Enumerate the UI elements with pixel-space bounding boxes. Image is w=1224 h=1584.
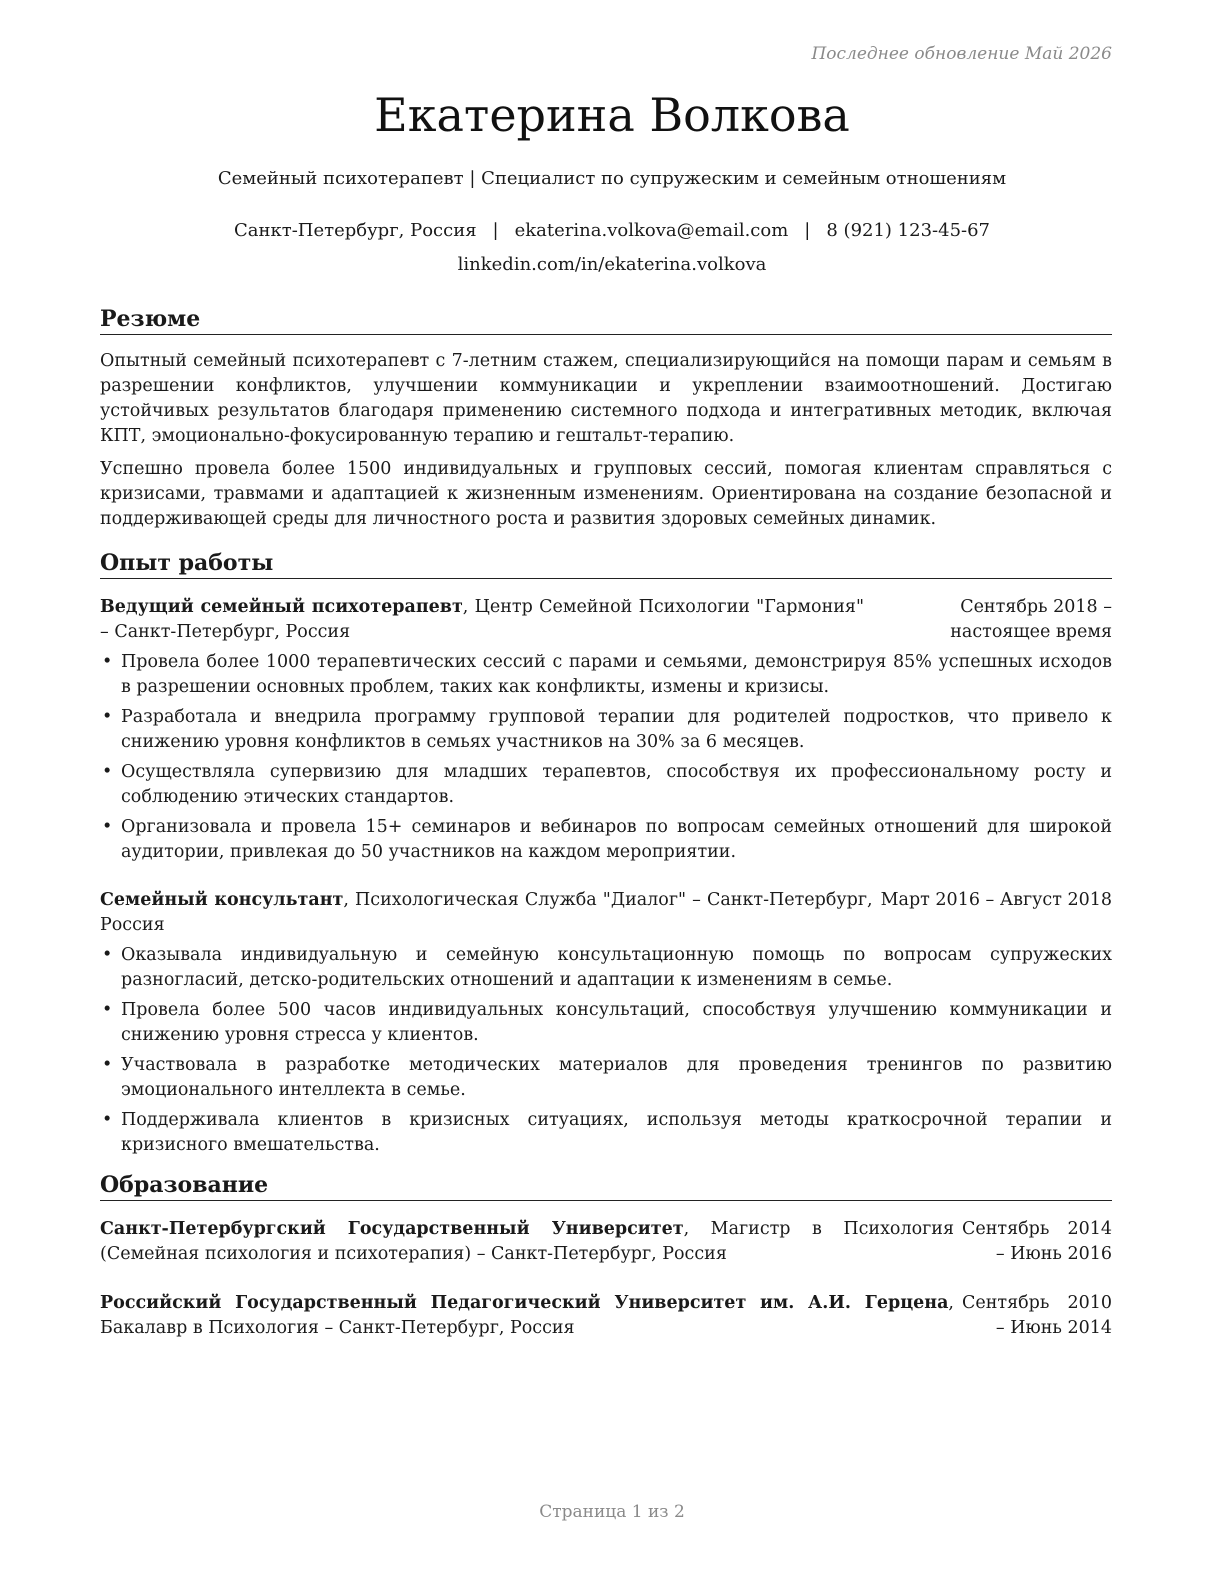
page-number: Страница 1 из 2 — [539, 1502, 685, 1522]
contact-email[interactable]: ekaterina.volkova@email.com — [514, 220, 789, 241]
candidate-tagline: Семейный психотерапевт | Специалист по супружеским и семейным отношениям — [217, 168, 1007, 189]
job-bullets — [100, 943, 1112, 1158]
list-item: • Поддерживала клиентов в кризисных ситуациях, используя методы краткосрочной терапии и кризисного вмешательства. — [100, 1108, 1112, 1158]
contact-phone: 8 (921) 123-45-67 — [826, 220, 991, 241]
education-school: Российский Государственный Педагогический Университет им. А.И. Герцена — [100, 1293, 949, 1313]
contact-linkedin[interactable]: linkedin.com/in/ekaterina.volkova — [457, 254, 767, 275]
job-role: Ведущий семейный психотерапевт — [100, 597, 463, 617]
job-header — [100, 888, 1112, 938]
contact-separator: | — [492, 220, 499, 241]
section-title-education: Образование — [100, 1172, 1112, 1201]
list-item: • Участвовала в разработке методических материалов для проведения тренингов по развитию эмоционального интеллекта в семье. — [100, 1053, 1112, 1103]
education-school: Санкт-Петербургский Государственный Университет — [100, 1219, 684, 1239]
contact-location: Санкт-Петербург, Россия — [233, 220, 477, 241]
job-entry — [100, 888, 1112, 1158]
education-entry — [100, 1217, 1112, 1267]
experience-section — [100, 550, 1112, 1158]
contact-line — [0, 220, 1224, 241]
last-updated: Последнее обновление Май 2026 — [811, 44, 1112, 64]
summary-section — [100, 306, 1112, 532]
job-role: Семейный консультант — [100, 890, 344, 910]
job-org: , Психологическая Служба "Диалог" – Санкт-Петербург, Россия — [100, 890, 873, 935]
education-detail: , Бакалавр в Психология – Санкт-Петербург, Россия — [100, 1293, 954, 1338]
list-item: • Организовала и провела 15+ семинаров и вебинаров по вопросам семейных отношений для широкой аудитории, привлекая до 50 участников на каждом мероприятии. — [100, 815, 1112, 865]
section-title-experience: Опыт работы — [100, 550, 1112, 579]
job-dates: Март 2016 – Август 2018 — [880, 890, 1112, 910]
job-header — [100, 595, 1112, 645]
candidate-name: Екатерина Волкова — [374, 88, 850, 142]
job-entry — [100, 595, 1112, 865]
summary-paragraph: Успешно провела более 1500 индивидуальных и групповых сессий, помогая клиентам справляться с кризисами, травмами и адаптацией к жизненным изменениям. Ориентирована на создание безопасной и поддерживающей среды для личностного роста и развития здоровых семейных динамик. — [100, 459, 1112, 529]
job-org: , Центр Семейной Психологии "Гармония" – Санкт-Петербург, Россия — [100, 597, 865, 642]
list-item: • Оказывала индивидуальную и семейную консультационную помощь по вопросам супружеских разногласий, детско-родительских отношений и адаптации к изменениям в семье. — [100, 943, 1112, 993]
summary-paragraph: Опытный семейный психотерапевт с 7-летним стажем, специализирующийся на помощи парам и семьям в разрешении конфликтов, улучшении коммуникации и укреплении взаимоотношений. Достигаю устойчивых результатов благодаря применению системного подхода и интегративных методик, включая КПТ, эмоционально-фокусированную терапию и гештальт-терапию. — [100, 351, 1112, 446]
education-dates: Сентябрь 2014 – Июнь 2016 — [962, 1219, 1112, 1264]
job-dates: Сентябрь 2018 – настоящее время — [950, 597, 1112, 642]
list-item: • Осуществляла супервизию для младших терапевтов, способствуя их профессиональному росту и соблюдению этических стандартов. — [100, 760, 1112, 810]
job-bullets — [100, 650, 1112, 865]
education-detail: , Магистр в Психология (Семейная психология и психотерапия) – Санкт-Петербург, Россия — [100, 1219, 954, 1264]
list-item: • Провела более 500 часов индивидуальных консультаций, способствуя улучшению коммуникации и снижению уровня стресса у клиентов. — [100, 998, 1112, 1048]
list-item: • Разработала и внедрила программу групповой терапии для родителей подростков, что привело к снижению уровня конфликтов в семьях участников на 30% за 6 месяцев. — [100, 705, 1112, 755]
education-section — [100, 1172, 1112, 1341]
section-title-summary: Резюме — [100, 306, 1112, 335]
list-item: • Провела более 1000 терапевтических сессий с парами и семьями, демонстрируя 85% успешных исходов в разрешении основных проблем, таких как конфликты, измены и кризисы. — [100, 650, 1112, 700]
education-dates: Сентябрь 2010 – Июнь 2014 — [962, 1293, 1112, 1338]
contact-separator: | — [804, 220, 811, 241]
education-entry — [100, 1291, 1112, 1341]
